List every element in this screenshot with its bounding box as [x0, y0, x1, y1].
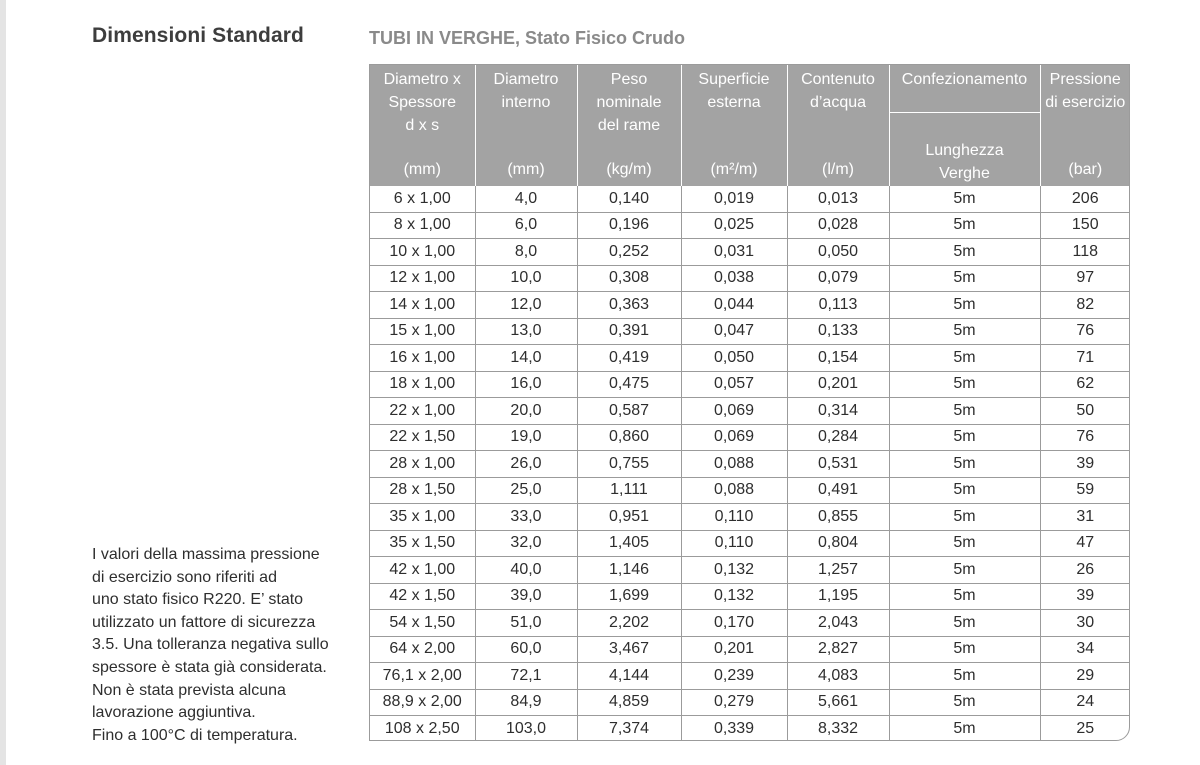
table-cell: 0,855	[787, 504, 889, 531]
note-line: Non è stata prevista alcuna	[92, 681, 286, 699]
table-cell: 1,699	[577, 583, 681, 610]
table-row	[370, 716, 1130, 742]
header-unit: (bar)	[1068, 161, 1103, 179]
table-cell: 8 x 1,00	[370, 212, 475, 239]
table-row	[370, 318, 1130, 345]
table-cell: 10 x 1,00	[370, 239, 475, 266]
table-cell: 0,363	[577, 292, 681, 319]
table-cell: 76	[1040, 318, 1130, 345]
table-header-row	[370, 65, 1130, 186]
table-cell: 39	[1040, 583, 1130, 610]
table-cell: 5m	[889, 398, 1040, 425]
table-cell: 0,279	[681, 689, 787, 716]
table-cell: 103,0	[475, 716, 577, 742]
dimensions-table	[370, 65, 1130, 741]
table-cell: 0,587	[577, 398, 681, 425]
table-cell: 0,284	[787, 424, 889, 451]
table-cell: 0,201	[787, 371, 889, 398]
table-cell: 5m	[889, 239, 1040, 266]
table-cell: 2,827	[787, 636, 889, 663]
table-cell: 5m	[889, 292, 1040, 319]
table-cell: 0,804	[787, 530, 889, 557]
table-cell: 5m	[889, 663, 1040, 690]
table-cell: 0,038	[681, 265, 787, 292]
table-cell: 40,0	[475, 557, 577, 584]
table-cell: 0,013	[787, 186, 889, 212]
table-cell: 5m	[889, 318, 1040, 345]
header-line: nominale	[596, 93, 662, 111]
header-external-surface	[681, 65, 787, 186]
table-cell: 0,047	[681, 318, 787, 345]
header-inner-diameter	[475, 65, 577, 186]
table-cell: 5m	[889, 530, 1040, 557]
table-cell: 5m	[889, 636, 1040, 663]
table-cell: 0,110	[681, 530, 787, 557]
table-cell: 18 x 1,00	[370, 371, 475, 398]
table-cell: 8,332	[787, 716, 889, 742]
table-cell: 0,314	[787, 398, 889, 425]
header-operating-pressure	[1040, 65, 1130, 186]
table-cell: 0,239	[681, 663, 787, 690]
table-cell: 0,069	[681, 424, 787, 451]
table-cell: 206	[1040, 186, 1130, 212]
header-line: di esercizio	[1045, 93, 1126, 111]
header-unit: (mm)	[403, 161, 441, 179]
header-line: del rame	[597, 116, 661, 134]
table-cell: 5m	[889, 689, 1040, 716]
table-cell: 5m	[889, 477, 1040, 504]
table-cell: 4,0	[475, 186, 577, 212]
note-line: di esercizio sono riferiti ad	[92, 568, 277, 586]
table-cell: 59	[1040, 477, 1130, 504]
table-cell: 22 x 1,50	[370, 424, 475, 451]
table-row	[370, 663, 1130, 690]
table-cell: 0,308	[577, 265, 681, 292]
table-cell: 64 x 2,00	[370, 636, 475, 663]
table-row	[370, 530, 1130, 557]
table-cell: 0,113	[787, 292, 889, 319]
table-cell: 33,0	[475, 504, 577, 531]
table-cell: 0,088	[681, 451, 787, 478]
table-cell: 15 x 1,00	[370, 318, 475, 345]
table-cell: 10,0	[475, 265, 577, 292]
table-cell: 1,257	[787, 557, 889, 584]
table-cell: 5m	[889, 212, 1040, 239]
table-cell: 1,146	[577, 557, 681, 584]
table-cell: 0,019	[681, 186, 787, 212]
table-row	[370, 292, 1130, 319]
table-cell: 72,1	[475, 663, 577, 690]
table-body	[370, 186, 1130, 741]
table-cell: 20,0	[475, 398, 577, 425]
header-line: Diametro	[493, 71, 559, 88]
header-line: interno	[501, 93, 551, 111]
table-cell: 54 x 1,50	[370, 610, 475, 637]
table-cell: 25	[1076, 719, 1095, 737]
table-cell: 0,339	[681, 716, 787, 742]
table-cell: 1,405	[577, 530, 681, 557]
table-cell: 0,201	[681, 636, 787, 663]
table-cell: 28 x 1,50	[370, 477, 475, 504]
header-packaging	[889, 65, 1040, 186]
note-line: 3.5. Una tolleranza negativa sullo	[92, 636, 329, 654]
header-line: Diametro x	[383, 71, 461, 88]
table-cell: 5m	[889, 345, 1040, 372]
table-cell: 0,044	[681, 292, 787, 319]
table-cell: 35 x 1,50	[370, 530, 475, 557]
table-cell: 0,252	[577, 239, 681, 266]
table-cell: 2,043	[787, 610, 889, 637]
table-cell: 2,202	[577, 610, 681, 637]
table-cell: 12,0	[475, 292, 577, 319]
table-cell: 22 x 1,00	[370, 398, 475, 425]
table-cell: 60,0	[475, 636, 577, 663]
table-cell: 7,374	[577, 716, 681, 742]
table-cell: 0,154	[787, 345, 889, 372]
table-cell: 0,196	[577, 212, 681, 239]
table-cell: 0,951	[577, 504, 681, 531]
table-cell: 5m	[889, 451, 1040, 478]
table-row	[370, 424, 1130, 451]
table-row	[370, 504, 1130, 531]
table-cell: 5,661	[787, 689, 889, 716]
left-margin-bar	[0, 0, 6, 765]
note-line: lavorazione aggiuntiva.	[92, 704, 256, 722]
table-cell: 30	[1040, 610, 1130, 637]
table-cell: 14,0	[475, 345, 577, 372]
dimensions-table-container	[369, 64, 1130, 741]
table-cell: 88,9 x 2,00	[370, 689, 475, 716]
table-row	[370, 239, 1130, 266]
table-row	[370, 451, 1130, 478]
table-row	[370, 345, 1130, 372]
table-cell: 3,467	[577, 636, 681, 663]
table-cell: 26,0	[475, 451, 577, 478]
header-line: esterna	[707, 93, 761, 111]
table-cell: 35 x 1,00	[370, 504, 475, 531]
table-row	[370, 557, 1130, 584]
table-cell: 0,057	[681, 371, 787, 398]
table-cell: 16,0	[475, 371, 577, 398]
table-cell: 0,860	[577, 424, 681, 451]
table-cell: 118	[1040, 239, 1130, 266]
note-line: spessore è stata già considerata.	[92, 658, 327, 676]
header-unit: (l/m)	[822, 161, 854, 179]
header-line: Verghe	[939, 165, 990, 183]
table-cell: 97	[1040, 265, 1130, 292]
table-cell: 39	[1040, 451, 1130, 478]
table-row	[370, 610, 1130, 637]
table-cell: 0,531	[787, 451, 889, 478]
table-cell: 16 x 1,00	[370, 345, 475, 372]
note-line: utilizzato un fattore di sicurezza	[92, 613, 316, 631]
header-unit: (m²/m)	[710, 161, 758, 179]
table-cell: 4,083	[787, 663, 889, 690]
table-cell: 51,0	[475, 610, 577, 637]
table-cell: 1,195	[787, 583, 889, 610]
header-diameter-thickness	[370, 65, 475, 186]
table-cell: 0,132	[681, 583, 787, 610]
table-cell: 5m	[889, 371, 1040, 398]
table-cell: 150	[1040, 212, 1130, 239]
table-cell: 0,025	[681, 212, 787, 239]
table-cell: 31	[1040, 504, 1130, 531]
table-cell: 26	[1040, 557, 1130, 584]
page-title: Dimensioni Standard	[92, 24, 304, 47]
table-cell: 4,859	[577, 689, 681, 716]
table-cell: 5m	[889, 265, 1040, 292]
table-cell: 6 x 1,00	[370, 186, 475, 212]
table-cell: 5m	[889, 186, 1040, 212]
table-cell: 0,491	[787, 477, 889, 504]
header-line: Peso	[610, 71, 648, 88]
table-cell: 0,050	[681, 345, 787, 372]
table-cell: 5m	[889, 716, 1040, 742]
table-cell: 5m	[889, 583, 1040, 610]
table-cell: 14 x 1,00	[370, 292, 475, 319]
table-row	[370, 265, 1130, 292]
table-cell: 28 x 1,00	[370, 451, 475, 478]
table-cell: 0,031	[681, 239, 787, 266]
table-row	[370, 398, 1130, 425]
header-line: Lunghezza	[925, 142, 1004, 160]
header-line: Spessore	[388, 93, 457, 111]
table-row	[370, 689, 1130, 716]
table-cell: 24	[1040, 689, 1130, 716]
table-cell: 25,0	[475, 477, 577, 504]
table-cell: 5m	[889, 610, 1040, 637]
table-cell: 42 x 1,50	[370, 583, 475, 610]
side-note	[92, 544, 354, 747]
header-line: d’acqua	[809, 93, 867, 111]
table-cell: 13,0	[475, 318, 577, 345]
table-cell: 0,069	[681, 398, 787, 425]
table-cell: 0,110	[681, 504, 787, 531]
table-cell: 71	[1040, 345, 1130, 372]
table-cell: 42 x 1,00	[370, 557, 475, 584]
table-cell: 0,132	[681, 557, 787, 584]
header-unit: (kg/m)	[606, 161, 652, 179]
header-line: Contenuto	[801, 71, 875, 88]
table-cell: 19,0	[475, 424, 577, 451]
table-cell: 0,079	[787, 265, 889, 292]
header-nominal-weight	[577, 65, 681, 186]
table-cell: 8,0	[475, 239, 577, 266]
table-cell: 84,9	[475, 689, 577, 716]
note-line: I valori della massima pressione	[92, 546, 320, 563]
header-unit: (mm)	[507, 161, 545, 179]
table-cell: 0,475	[577, 371, 681, 398]
table-cell: 50	[1040, 398, 1130, 425]
header-line: Superficie	[698, 71, 770, 88]
table-row	[370, 583, 1130, 610]
table-cell: 62	[1040, 371, 1130, 398]
table-row	[370, 212, 1130, 239]
table-cell: 0,088	[681, 477, 787, 504]
table-cell: 5m	[889, 424, 1040, 451]
header-line: d x s	[405, 116, 440, 134]
header-packaging-group: Confezionamento	[890, 69, 1040, 113]
table-cell: 0,419	[577, 345, 681, 372]
table-cell: 0,755	[577, 451, 681, 478]
table-cell: 82	[1040, 292, 1130, 319]
table-cell: 32,0	[475, 530, 577, 557]
note-line: Fino a 100°C di temperatura.	[92, 726, 298, 744]
table-cell: 5m	[889, 557, 1040, 584]
table-cell: 29	[1040, 663, 1130, 690]
table-cell: 6,0	[475, 212, 577, 239]
table-cell: 0,391	[577, 318, 681, 345]
table-row	[370, 371, 1130, 398]
table-cell: 47	[1040, 530, 1130, 557]
table-title: TUBI IN VERGHE, Stato Fisico Crudo	[369, 28, 686, 48]
table-cell: 0,140	[577, 186, 681, 212]
header-line: Pressione	[1049, 71, 1121, 88]
table-cell: 76	[1040, 424, 1130, 451]
table-cell: 12 x 1,00	[370, 265, 475, 292]
table-row	[370, 636, 1130, 663]
table-cell: 4,144	[577, 663, 681, 690]
table-cell: 76,1 x 2,00	[370, 663, 475, 690]
table-cell: 34	[1040, 636, 1130, 663]
table-cell: 39,0	[475, 583, 577, 610]
table-cell: 5m	[889, 504, 1040, 531]
table-row	[370, 477, 1130, 504]
table-cell: 108 x 2,50	[370, 716, 475, 742]
table-cell: 1,111	[577, 477, 681, 504]
note-line: uno stato fisico R220. E’ stato	[92, 591, 304, 609]
table-cell: 0,028	[787, 212, 889, 239]
header-water-content	[787, 65, 889, 186]
table-cell: 0,133	[787, 318, 889, 345]
table-cell: 0,170	[681, 610, 787, 637]
table-cell: 0,050	[787, 239, 889, 266]
table-row	[370, 186, 1130, 212]
